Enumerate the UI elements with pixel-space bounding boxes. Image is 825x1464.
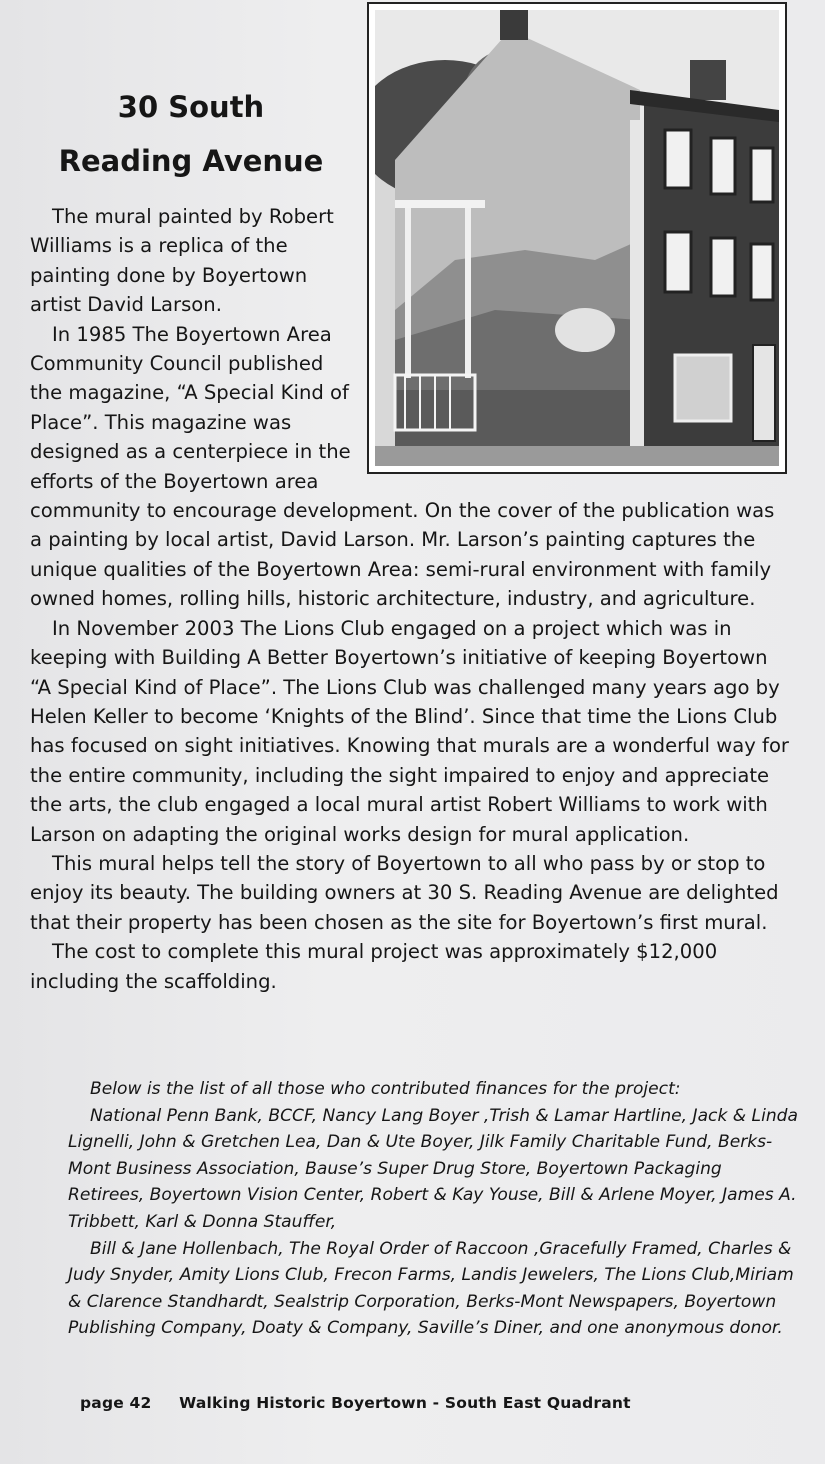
paragraph-1: The mural painted by Robert Williams is a replica of the painting done by Boyertown artist David Larson. <box>30 205 334 317</box>
photo-wrap-spacer <box>360 202 790 470</box>
paragraph-2: In 1985 The Boyertown Area Community Council published the magazine, “A Special Kind of Place”. This magazine was designed as a centerpiece in the efforts of the Boyertown area community to encourage development. On the cover of the publication was a painting by local artist, David Larson. Mr. Larson’s painting captures the unique qualities of the Boyertown Area: semi-rural environment with family owned homes, rolling hills, historic architecture, industry, and agriculture. <box>30 322 775 611</box>
contributors-list-2: Bill & Jane Hollenbach, The Royal Order of Raccoon ,Gracefully Framed, Charles & Judy Snyder, Amity Lions Club, Frecon Farms, Landis Jewelers, The Lions Club,Miriam & Clarence Standhardt, Sealstrip Corporation, Berks-Mont Newspapers, Boyertown Publishing Company, Doaty & Company, Saville’s Diner, and one anonymous donor. <box>68 1238 794 1339</box>
paragraph-4: This mural helps tell the story of Boyertown to all who pass by or stop to enjoy its beauty. The building owners at 30 S. Reading Avenue are delighted that their property has been chosen as the site for Boyertown’s first mural. <box>30 851 779 934</box>
page-title <box>28 80 354 188</box>
contributors-list-1: National Penn Bank, BCCF, Nancy Lang Boyer ,Trish & Lamar Hartline, Jack & Linda Lignelli, John & Gretchen Lea, Dan & Ute Boyer, Jilk Family Charitable Fund, Berks-Mont Business Association, Bause’s Super Drug Store, Boyertown Packaging Retirees, Boyertown Vision Center, Robert & Kay Youse, Bill & Arlene Moyer, James A. Tribbett, Karl & Donna Stauffer, <box>68 1105 798 1232</box>
paragraph-3: In November 2003 The Lions Club engaged on a project which was in keeping with Building A Better Boyertown’s initiative of keeping Boyertown “A Special Kind of Place”. The Lions Club was challenged many years ago by Helen Keller to become ‘Knights of the Blind’. Since that time the Lions Club has focused on sight initiatives. Knowing that murals are a wonderful way for the entire community, including the sight impaired to enjoy and appreciate the arts, the club engaged a local mural artist Robert Williams to work with Larson on adapting the original works design for mural application. <box>30 616 789 846</box>
page-footer <box>80 1394 653 1412</box>
paragraph-5: The cost to complete this mural project was approximately $12,000 including the scaffolding. <box>30 940 718 993</box>
contributors-list <box>68 1076 798 1342</box>
page-number: page 42 <box>80 1394 152 1412</box>
title-line-1: 30 South <box>117 90 265 124</box>
footer-section-title: Walking Historic Boyertown - South East Quadrant <box>179 1394 631 1412</box>
contributors-intro: Below is the list of all those who contributed finances for the project: <box>90 1079 681 1099</box>
article-body <box>30 202 790 996</box>
title-line-2: Reading Avenue <box>58 144 324 178</box>
